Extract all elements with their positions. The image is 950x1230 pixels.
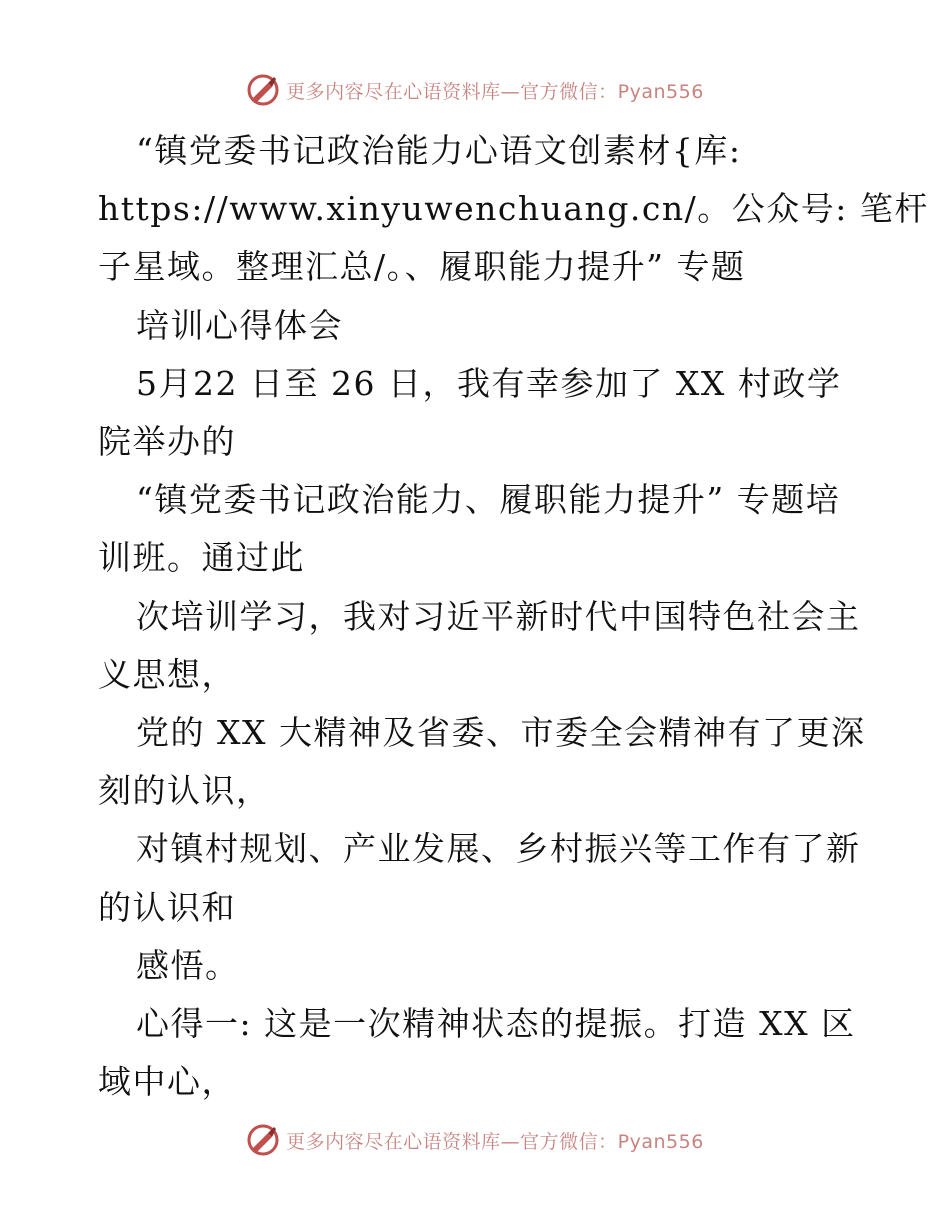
text-line: 党的 XX 大精神及省委、市委全会精神有了更深: [136, 713, 866, 753]
text-line: 院举办的: [98, 422, 236, 462]
text-line: 训班。通过此: [98, 538, 305, 578]
banner-text: 更多内容尽在心语资料库—官方微信：Pyan556: [286, 1130, 704, 1153]
text-line: 感悟。: [136, 945, 240, 985]
footer-banner: [0, 1120, 950, 1160]
text-line: 培训心得体会: [136, 305, 343, 345]
text-line: 心得一: 这是一次精神状态的提振。打造 XX 区: [136, 1004, 856, 1044]
text-line: 5月22 日至 26 日，我有幸参加了 XX 村政学: [136, 363, 842, 403]
text-line: 域中心，: [98, 1062, 236, 1102]
text-line: 刻的认识，: [98, 771, 271, 811]
text-line: 义思想，: [98, 654, 236, 694]
text-line: 的认识和: [98, 887, 236, 927]
banner-text: 更多内容尽在心语资料库—官方微信：Pyan556: [286, 80, 704, 103]
text-line: https://www.xinyuwenchuang.cn/。公众号: 笔杆: [98, 189, 929, 229]
pen-logo-icon: [246, 73, 280, 107]
document-body: [98, 122, 929, 1111]
header-banner: [0, 70, 950, 110]
text-line: “镇党委书记政治能力、履职能力提升” 专题培: [136, 480, 841, 520]
text-line: 子星域。整理汇总/。、履职能力提升” 专题: [98, 247, 746, 287]
pen-logo-icon: [246, 1123, 280, 1157]
text-line: “镇党委书记政治能力心语文创素材{库:: [136, 131, 742, 170]
text-line: 次培训学习，我对习近平新时代中国特色社会主: [136, 596, 861, 636]
text-line: 对镇村规划、产业发展、乡村振兴等工作有了新: [136, 829, 861, 869]
